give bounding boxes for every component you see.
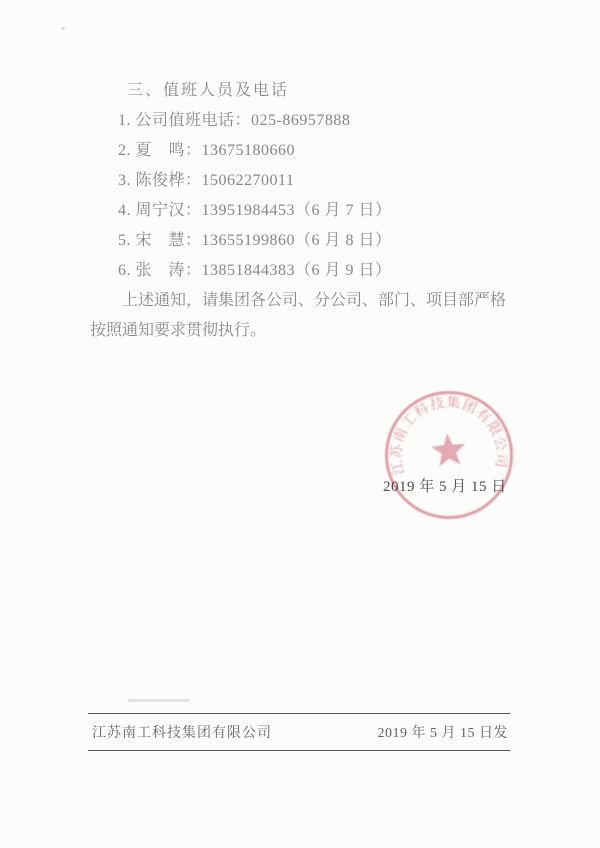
document-body	[90, 76, 510, 346]
duty-line-person-4: 5. 宋 慧：13655199860（6 月 8 日）	[118, 232, 392, 249]
duty-line-company-phone: 1. 公司值班电话：025-86957888	[118, 112, 351, 129]
scan-artifact	[128, 699, 190, 702]
issue-date: 2019 年 5 月 15 日	[383, 479, 507, 495]
duty-line-person-2: 3. 陈俊桦：15062270011	[118, 172, 295, 189]
notice-paragraph: 上述通知，请集团各公司、分公司、部门、项目部严格按照通知要求贯彻执行。	[90, 292, 507, 339]
seal-company-name: 江苏南工科技集团有限公司	[389, 395, 509, 477]
company-seal-stamp	[357, 363, 541, 547]
duty-line-person-5: 6. 张 涛：13851844383（6 月 9 日）	[118, 262, 392, 279]
footer-company-name: 江苏南工科技集团有限公司	[92, 726, 272, 741]
footer-issue-date: 2019 年 5 月 15 日发	[377, 726, 508, 741]
scan-artifact	[61, 27, 65, 30]
seal-ring	[381, 387, 516, 522]
duty-line-person-1: 2. 夏 鸣：13675180660	[118, 142, 296, 159]
duty-line-person-3: 4. 周宁汉：13951984453（6 月 7 日）	[118, 202, 392, 219]
page-footer	[88, 713, 510, 751]
section-heading: 三、值班人员及电话	[127, 82, 290, 99]
star-icon	[430, 432, 467, 467]
